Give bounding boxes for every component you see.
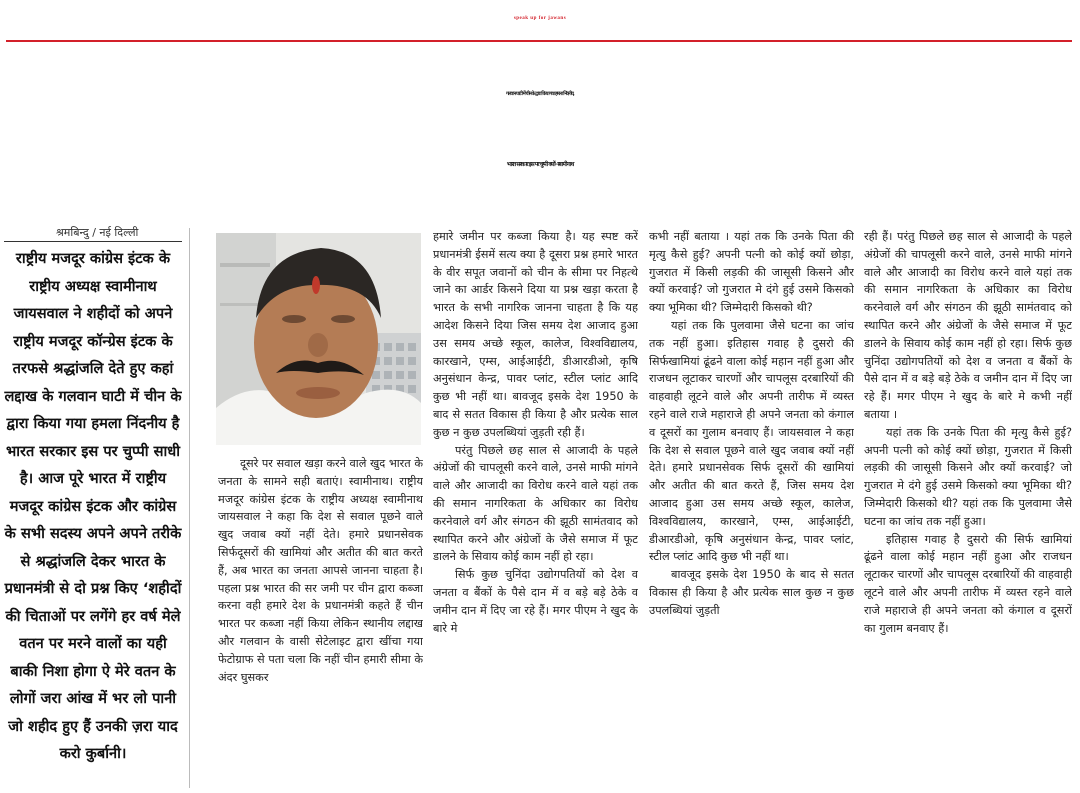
column-3-paragraph: परंतु पिछले छह साल से आजादी के पहले अंग्रेजों की चापलूसी करने वाले, उनसे माफी मांगने वाले और आजादी का विरोध करने वाले यहां तक की समान नागरिकता के अधिकार का विरोध करनेवाले वर्ग और संगठन की झूठी सामंतवाद को स्थापित करने और अंग्रेजों के जैसे समाज में फूट डालने के सिवाय कोई काम नहीं हो रहा। xyxy=(433,443,638,564)
portrait-image xyxy=(216,233,421,445)
column-5-paragraph: रही हैं। परंतु पिछले छह साल से आजादी के पहले अंग्रेजों की चापलूसी करने वाले, उनसे माफी मांगने वाले और आजादी का विरोध करने वाले यहां तक की समान नागरिकता के अधिकार का विरोध करनेवाले वर्ग और संगठन की झूठी सामंतवाद को स्थापित करने और अंग्रेजों के जैसे समाज में फूट डालने के सिवाय कोई काम नहीं हो रहा। सिर्फ कुछ चुनिंदा उद्योगपतियों को देश व जनता व बैंकों के पैसे दान में व बड़े बड़े ठेके व जमीन दान में दिए जा रहे हैं। मगर पीएम ने खुद के बारे मे कभी नहीं बताया । xyxy=(864,230,1072,421)
kicker-english: speak up for jawans xyxy=(513,16,567,21)
headline-line-2: भारत सरकार इस पर चुप्पी क्यों- स्वामीनाथ xyxy=(506,161,574,168)
column-4-paragraph: बावजूद इसके देश 1950 के बाद से सतत विकास ही किया है और प्रत्येक साल कुछ न कुछ उपलब्धियां जुड़ती xyxy=(649,568,854,617)
article-column-5 xyxy=(864,228,1072,790)
kicker-underline xyxy=(6,40,1072,42)
kicker-line xyxy=(0,4,1080,40)
column-4-paragraph: यहां तक कि पुलवामा जैसे घटना का जांच तक नहीं हुआ। इतिहास गवाह है दुसरो की सिर्फखामियां ढूंढने वाला कोई महान नहीं हुआ और राजधन लूटाकर चारणों और चापलूस दरबारियों की वाहवाही लूटने वाले और अपनी तारीफ में व्यस्त रहने वाले राजे महाराजे ही अपने जनता को कंगाल व दूसरों का गुलाम बनवाए हैं। जायसवाल ने कहा कि देश से सवाल पूछने वाले खुद जवाब क्यों नहीं देते। हमारे प्रधानसेवक सिर्फ दूसरों की खामियां और अतीत की बात करते हैं, जिस समय देश आजाद हुआ उस समय अच्छे स्कूल, कालेज, विश्वविद्यालय, कारखाने, एम्स, आईआईटी, डीआरडीओ, कृषि अनुसंधान केन्द्र, पावर प्लांट, स्टील प्लांट आदि कुछ भी नहीं था। xyxy=(649,318,854,564)
portrait-photo xyxy=(216,233,421,445)
byline: श्रमबिन्दु / नई दिल्ली xyxy=(4,225,182,242)
column-5-paragraph: इतिहास गवाह है दुसरो की सिर्फ खामियां ढूंढने वाला कोई महान नहीं हुआ और राजधन लूटाकर चारणों और चापलूस दरबारियों की वाहवाही लूटने वाले और अपनी तारीफ में व्यस्त रहने वाले राजे महाराजे ही अपने जनता को कंगाल व दूसरों का गुलाम बनवाए हैं। xyxy=(864,532,1072,635)
article-column-4 xyxy=(649,228,854,790)
headline-line-1: गलवान घाटी में चीन के द्वारा किया गया हमला निंदनीय, xyxy=(506,91,574,97)
column-5-paragraph: यहां तक कि उनके पिता की मृत्यु कैसे हुई? अपनी पत्नी को कोई क्यों छोड़ा, गुजरात में किसी लड़की की जासूसी किसने और क्यों करवाई? जो गुजरात मे दंगे हुई उसमे किसको क्या भूमिका थी? जिम्मेदारी किसको थी? यहां तक कि पुलवामा जैसे घटना का जांच तक नहीं हुआ। xyxy=(864,425,1072,528)
column-3-paragraph: सिर्फ कुछ चुनिंदा उद्योगपतियों को देश व जनता व बैंकों के पैसे दान में व बड़े बड़े ठेके व जमीन दान में दिए जा रहे हैं। मगर पीएम ने खुद के बारे मे xyxy=(433,568,638,635)
column-2-paragraph: दूसरे पर सवाल खड़ा करने वाले खुद भारत के जनता के सामने सही बताएं। स्वामीनाथ। राष्ट्रीय मजदूर कांग्रेस इंटक के राष्ट्रीय अध्यक्ष स्वामीनाथ जायसवाल ने कहा कि देश से सवाल पूछने वाले खुद जवाब क्यों नहीं देते। हमारे प्रधानसेवक सिर्फदूसरों की खामियां और अतीत की बात करते हैं, अब भारत का जनता आपसे जानना चाहता है। पहला प्रश्न भारत की सर जमी पर चीन द्वारा कब्जा करना वही हमारे देश के प्रधानमंत्री कहते हैं चीन भारत पर कब्जा नहीं किया लेकिन स्थानीय लद्दाख और गलवान के वासी सेटेलाइट द्वारा खींचा गया फेटोग्राफ से पता चला कि नहीं चीन हमारी सीमा के अंदर घुसकर xyxy=(218,457,423,684)
lead-column xyxy=(4,225,182,790)
column-4-paragraph: कभी नहीं बताया । यहां तक कि उनके पिता की मृत्यु कैसे हुई? अपनी पत्नी को कोई क्यों छोड़ा, गुजरात में किसी लड़की की जासूसी किसने और क्यों करवाई? जो गुजरात मे दंगे हुई उसमे किसको क्या भूमिका थी? जिम्मेदारी किसको थी? xyxy=(649,230,854,315)
article-column-2 xyxy=(218,455,423,790)
lead-paragraph: राष्ट्रीय मजदूर कांग्रेस इंटक के राष्ट्रीय अध्यक्ष स्वामीनाथ जायसवाल ने शहीदों को अपने राष्ट्रीय मजदूर कॉन्ग्रेस इंटक के तरफसे श्रद्धांजलि देते हुए कहां लद्दाख के गलवान घाटी में चीन के द्वारा किया गया हमला निंदनीय है भारत सरकार इस पर चुप्पी साधी है। आज पूरे भारत में राष्ट्रीय मजदूर कांग्रेस इंटक और कांग्रेस के सभी सदस्य अपने अपने तरीके से श्रद्धांजलि देकर भारत के प्रधानमंत्री से दो प्रश्न किए ‘शहीदों की चिताओं पर लगेंगे हर वर्ष मेले वतन पर मरने वालों का यही बाकी निशा होगा ऐ मेरे वतन के लोगों जरा आंख में भर लो पानी जो शहीद हुए हैं उनकी ज़रा याद करो कुर्बानी। xyxy=(4,250,182,762)
column-3-paragraph: हमारे जमीन पर कब्जा किया है। यह स्पष्ट करें प्रधानमंत्री ईसमें सत्य क्या है दूसरा प्रश्न हमारे भारत के वीर सपूत जवानों को चीन के सीमा पर निहत्थे जाने का आर्डर किसने दिया या प्रश्न खड़ा करता है भारत के सभी नागरिक जानना चाहता है कि यह आदेश किसने दिया जिस समय देश आजाद हुआ उस समय अच्छे स्कूल, कालेज, विश्वविद्यालय, कारखाने, एम्स, आईआईटी, डीआरडीओ, कृषि अनुसंधान केन्द्र, पावर प्लांट, स्टील प्लांट आदि कुछ भी नहीं था। बावजूद इसके देश 1950 के बाद से सतत विकास ही किया है और प्रत्येक साल कुछ न कुछ उपलब्धियां जुड़ती रही हैं। xyxy=(433,230,638,439)
article-column-3 xyxy=(433,228,638,790)
column-divider xyxy=(189,228,190,788)
